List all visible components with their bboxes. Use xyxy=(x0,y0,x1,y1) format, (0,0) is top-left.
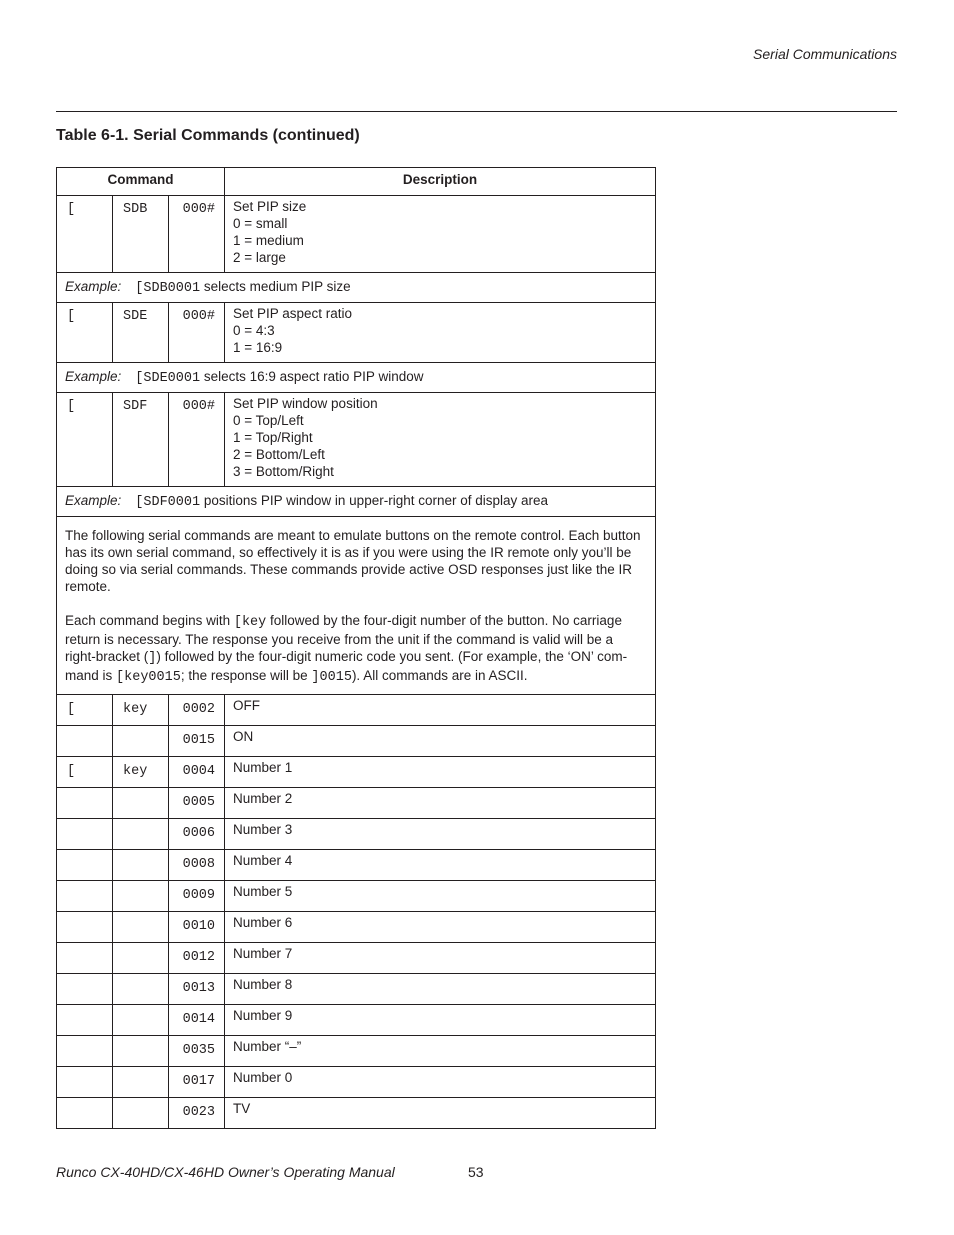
table-row xyxy=(57,303,656,363)
key-command-row xyxy=(57,850,656,881)
example-label: Example: xyxy=(65,369,122,384)
command-description: Number 6 xyxy=(225,912,656,943)
description-column-header: Description xyxy=(225,168,656,196)
command-name xyxy=(113,819,169,850)
command-name xyxy=(113,912,169,943)
example-text: positions PIP window in upper-right corner of display area xyxy=(200,493,549,508)
note-row xyxy=(57,517,656,695)
example-cell xyxy=(57,363,656,393)
command-description: Number 3 xyxy=(225,819,656,850)
command-value: 0002 xyxy=(169,695,225,726)
description-line: 2 = large xyxy=(233,250,286,265)
example-label: Example: xyxy=(65,493,122,508)
note-text: Each command begins with xyxy=(65,613,234,628)
example-cell xyxy=(57,487,656,517)
note-code: ]0015 xyxy=(311,670,352,685)
command-description: TV xyxy=(225,1098,656,1129)
key-command-row xyxy=(57,757,656,788)
description-line: 3 = Bottom/Right xyxy=(233,464,334,479)
example-text: selects medium PIP size xyxy=(200,279,351,294)
note-text: ; the response will be xyxy=(180,668,312,683)
command-prefix xyxy=(57,881,113,912)
key-command-row xyxy=(57,1005,656,1036)
command-value: 000# xyxy=(169,303,225,363)
command-value: 0005 xyxy=(169,788,225,819)
command-description: Number 7 xyxy=(225,943,656,974)
command-description: ON xyxy=(225,726,656,757)
key-command-row xyxy=(57,1067,656,1098)
command-prefix: [ xyxy=(57,393,113,487)
note-paragraph: The following serial commands are meant to emulate buttons on the remote control. Each button has its own serial command, so effectively it is as if you were using the IR remote only you’ll be doing so via serial commands. These commands provide active OSD responses just like the IR remote. xyxy=(65,528,641,594)
command-value: 0009 xyxy=(169,881,225,912)
command-prefix xyxy=(57,1036,113,1067)
description-line: 0 = Top/Left xyxy=(233,413,304,428)
table-row xyxy=(57,393,656,487)
command-prefix xyxy=(57,819,113,850)
command-value: 0004 xyxy=(169,757,225,788)
command-description xyxy=(225,393,656,487)
command-name xyxy=(113,881,169,912)
description-line: 1 = Top/Right xyxy=(233,430,313,445)
header-rule xyxy=(56,111,897,112)
table-header-row xyxy=(57,168,656,196)
example-row xyxy=(57,363,656,393)
command-name: key xyxy=(113,757,169,788)
command-description xyxy=(225,303,656,363)
example-code: [SDB0001 xyxy=(135,281,201,296)
description-line: Set PIP size xyxy=(233,199,307,214)
key-command-row xyxy=(57,1098,656,1129)
example-cell xyxy=(57,273,656,303)
example-row xyxy=(57,273,656,303)
command-prefix xyxy=(57,1005,113,1036)
command-value: 0015 xyxy=(169,726,225,757)
command-description: OFF xyxy=(225,695,656,726)
command-prefix xyxy=(57,912,113,943)
example-row xyxy=(57,487,656,517)
command-prefix xyxy=(57,726,113,757)
command-description xyxy=(225,196,656,273)
command-prefix xyxy=(57,788,113,819)
table-title: Table 6-1. Serial Commands (continued) xyxy=(56,127,360,144)
key-command-row xyxy=(57,912,656,943)
command-name xyxy=(113,1098,169,1129)
description-line: 1 = 16:9 xyxy=(233,340,283,355)
note-code: ] xyxy=(148,651,157,666)
command-prefix: [ xyxy=(57,303,113,363)
description-line: Set PIP aspect ratio xyxy=(233,306,353,321)
command-description: Number 8 xyxy=(225,974,656,1005)
command-name xyxy=(113,788,169,819)
key-command-row xyxy=(57,788,656,819)
command-name xyxy=(113,1036,169,1067)
command-name xyxy=(113,1005,169,1036)
example-text: selects 16:9 aspect ratio PIP window xyxy=(200,369,424,384)
command-value: 000# xyxy=(169,393,225,487)
note-cell xyxy=(57,517,656,695)
table-row xyxy=(57,196,656,273)
command-description: Number 9 xyxy=(225,1005,656,1036)
command-value: 0010 xyxy=(169,912,225,943)
example-label: Example: xyxy=(65,279,122,294)
command-description: Number 0 xyxy=(225,1067,656,1098)
command-prefix xyxy=(57,943,113,974)
note-text: ) followed by the four-digit numeric code you sent. (For example, the ‘ON’ com-mand is xyxy=(65,649,628,683)
key-command-row xyxy=(57,881,656,912)
command-name: SDB xyxy=(113,196,169,273)
example-code: [SDF0001 xyxy=(135,495,201,510)
command-value: 0023 xyxy=(169,1098,225,1129)
command-column-header: Command xyxy=(57,168,225,196)
command-name: SDF xyxy=(113,393,169,487)
command-name xyxy=(113,974,169,1005)
command-name xyxy=(113,850,169,881)
command-value: 0012 xyxy=(169,943,225,974)
command-name xyxy=(113,943,169,974)
command-prefix xyxy=(57,850,113,881)
example-code: [SDE0001 xyxy=(135,371,201,386)
command-description: Number “–” xyxy=(225,1036,656,1067)
key-command-row xyxy=(57,726,656,757)
description-line: 1 = medium xyxy=(233,233,304,248)
running-header: Serial Communications xyxy=(753,46,897,62)
command-value: 0008 xyxy=(169,850,225,881)
note-text: ). All commands are in ASCII. xyxy=(351,668,528,683)
key-command-row xyxy=(57,695,656,726)
key-command-row xyxy=(57,943,656,974)
command-value: 0035 xyxy=(169,1036,225,1067)
command-value: 000# xyxy=(169,196,225,273)
command-value: 0014 xyxy=(169,1005,225,1036)
description-line: 0 = 4:3 xyxy=(233,323,275,338)
command-value: 0006 xyxy=(169,819,225,850)
command-name xyxy=(113,1067,169,1098)
note-text: followed by the four-digit number of the button. No carriage return is necessary. The response you receive from the unit if the command is valid will be a right-bracket ( xyxy=(65,613,622,664)
command-name: key xyxy=(113,695,169,726)
serial-commands-table xyxy=(56,167,656,1129)
page-number: 53 xyxy=(468,1164,484,1180)
footer-manual-title: Runco CX-40HD/CX-46HD Owner’s Operating Manual xyxy=(56,1164,395,1180)
note-code: [key0015 xyxy=(116,670,181,685)
command-name: SDE xyxy=(113,303,169,363)
command-name xyxy=(113,726,169,757)
command-prefix: [ xyxy=(57,695,113,726)
command-description: Number 4 xyxy=(225,850,656,881)
key-command-row xyxy=(57,819,656,850)
command-prefix xyxy=(57,974,113,1005)
description-line: 0 = small xyxy=(233,216,288,231)
description-line: 2 = Bottom/Left xyxy=(233,447,325,462)
command-prefix xyxy=(57,1098,113,1129)
command-value: 0017 xyxy=(169,1067,225,1098)
command-description: Number 1 xyxy=(225,757,656,788)
command-prefix: [ xyxy=(57,196,113,273)
command-value: 0013 xyxy=(169,974,225,1005)
key-command-row xyxy=(57,1036,656,1067)
description-line: Set PIP window position xyxy=(233,396,378,411)
command-description: Number 5 xyxy=(225,881,656,912)
note-paragraph xyxy=(65,612,647,686)
command-description: Number 2 xyxy=(225,788,656,819)
key-command-row xyxy=(57,974,656,1005)
command-prefix: [ xyxy=(57,757,113,788)
note-code: [key xyxy=(233,615,267,630)
command-prefix xyxy=(57,1067,113,1098)
